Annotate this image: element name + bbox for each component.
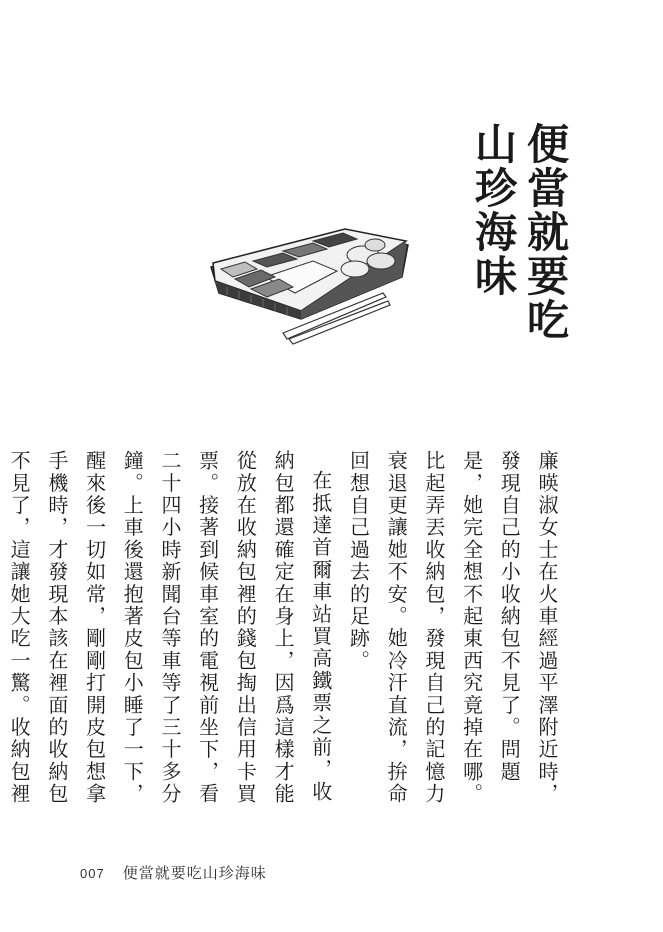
chapter-title-line-2: 山珍海味 xyxy=(469,122,518,298)
chapter-title-line-1: 便當就要吃 xyxy=(521,122,570,342)
bento-box-illustration xyxy=(205,215,415,345)
chapter-title xyxy=(467,122,571,352)
page-footer xyxy=(80,862,267,883)
running-title: 便當就要吃山珍海味 xyxy=(122,864,267,882)
paragraph-1: 廉暎淑女士在火車經過平澤附近時，發現自己的小收納包不見了。問題是，她完全想不起東西究竟掉在哪。比起弄丟收納包，發現自己的記憶力衰退更讓她不安。她冷汗直流，拚命回想自己過去的足跡。 xyxy=(346,450,559,806)
paragraph-2: 在抵達首爾車站買高鐵票之前，收納包都還確定在身上，因爲這樣才能從放在收納包裡的錢包掏出信用卡買票。接著到候車室的電視前坐下，看二十四小時新聞台等車等了三十多分鐘。上車後還抱著皮包小睡了一下，醒來後一切如常，剛剛打開皮包想拿手機時，才發現本該在裡面的收納包不見了，這讓她大吃一驚。收納包裡 xyxy=(7,450,333,806)
body-text xyxy=(7,450,565,810)
page-number: 007 xyxy=(80,866,105,881)
